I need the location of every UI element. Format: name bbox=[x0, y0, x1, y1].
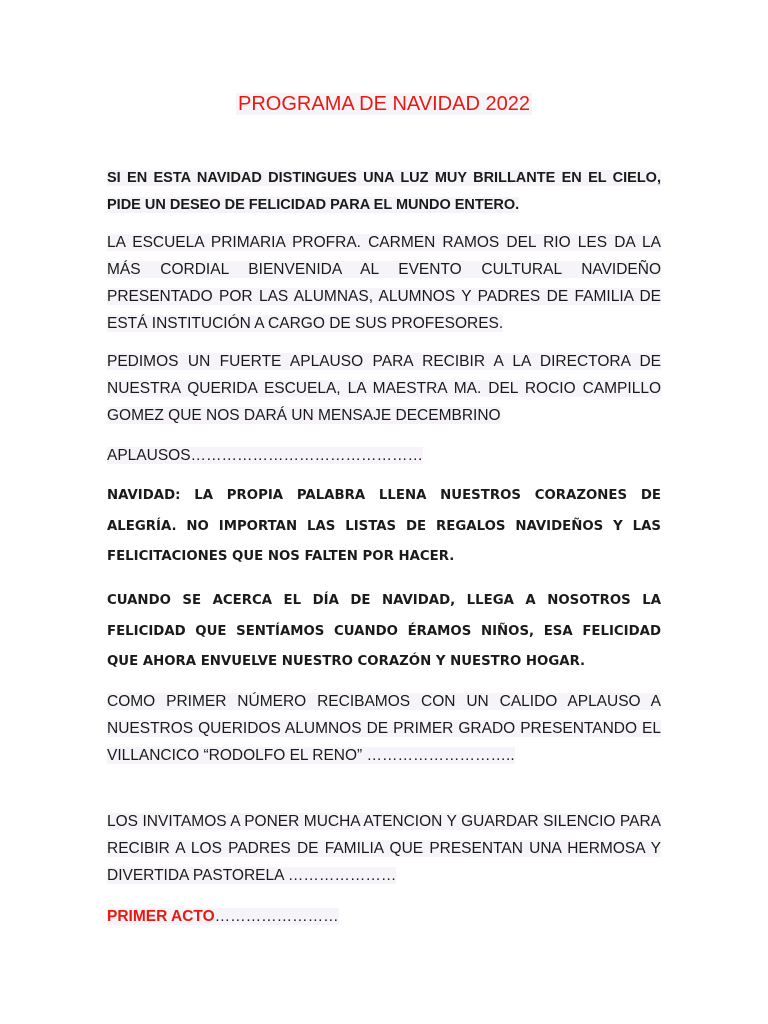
applause-text: APLAUSOS……………………………………… bbox=[107, 447, 424, 464]
primer-numero-text: COMO PRIMER NÚMERO RECIBAMOS CON UN CALIDO APLAUSO A NUESTROS QUERIDOS ALUMNOS DE PRIMER GRADO PRESENTANDO EL VILLANCICO “RODOLFO EL RENO” ……………………….. bbox=[107, 693, 661, 764]
primer-acto-dots: …………………… bbox=[214, 908, 339, 925]
director-paragraph bbox=[107, 348, 661, 429]
primer-numero-paragraph bbox=[107, 688, 661, 769]
director-text: PEDIMOS UN FUERTE APLAUSO PARA RECIBIR A LA DIRECTORA DE NUESTRA QUERIDA ESCUELA, LA MAESTRA MA. DEL ROCIO CAMPILLO GOMEZ QUE NOS DARÁ UN MENSAJE DECEMBRINO bbox=[107, 353, 661, 424]
primer-acto-line bbox=[107, 908, 339, 925]
primer-acto-label: PRIMER ACTO bbox=[107, 908, 215, 925]
cuando-paragraph bbox=[107, 586, 661, 678]
intro-text: SI EN ESTA NAVIDAD DISTINGUES UNA LUZ MUY BRILLANTE EN EL CIELO, PIDE UN DESEO DE FELICIDAD PARA EL MUNDO ENTERO. bbox=[107, 170, 661, 213]
navidad-paragraph bbox=[107, 481, 661, 573]
applause-paragraph bbox=[107, 442, 661, 469]
welcome-text: LA ESCUELA PRIMARIA PROFRA. CARMEN RAMOS DEL RIO LES DA LA MÁS CORDIAL BIENVENIDA AL EVENTO CULTURAL NAVIDEÑO PRESENTADO POR LAS ALUMNAS, ALUMNOS Y PADRES DE FAMILIA DE ESTÁ INSTITUCIÓN A CARGO DE SUS PROFESORES. bbox=[107, 234, 661, 332]
intro-paragraph bbox=[107, 165, 661, 219]
navidad-text: NAVIDAD: LA PROPIA PALABRA LLENA NUESTROS CORAZONES DE ALEGRÍA. NO IMPORTAN LAS LISTAS DE REGALOS NAVIDEÑOS Y LAS FELICITACIONES QUE NOS FALTEN POR HACER. bbox=[107, 488, 661, 564]
invitamos-text: LOS INVITAMOS A PONER MUCHA ATENCION Y GUARDAR SILENCIO PARA RECIBIR A LOS PADRES DE FAMILIA QUE PRESENTAN UNA HERMOSA Y DIVERTIDA PASTORELA ………………… bbox=[107, 813, 661, 884]
invitamos-paragraph bbox=[107, 808, 661, 889]
primer-acto-paragraph bbox=[107, 903, 661, 930]
page-title-text: PROGRAMA DE NAVIDAD 2022 bbox=[238, 93, 530, 115]
welcome-paragraph bbox=[107, 229, 661, 337]
page-title bbox=[0, 91, 768, 117]
cuando-text: CUANDO SE ACERCA EL DÍA DE NAVIDAD, LLEGA A NOSOTROS LA FELICIDAD QUE SENTÍAMOS CUANDO ÉRAMOS NIÑOS, ESA FELICIDAD QUE AHORA ENVUELVE NUESTRO CORAZÓN Y NUESTRO HOGAR. bbox=[107, 593, 661, 669]
